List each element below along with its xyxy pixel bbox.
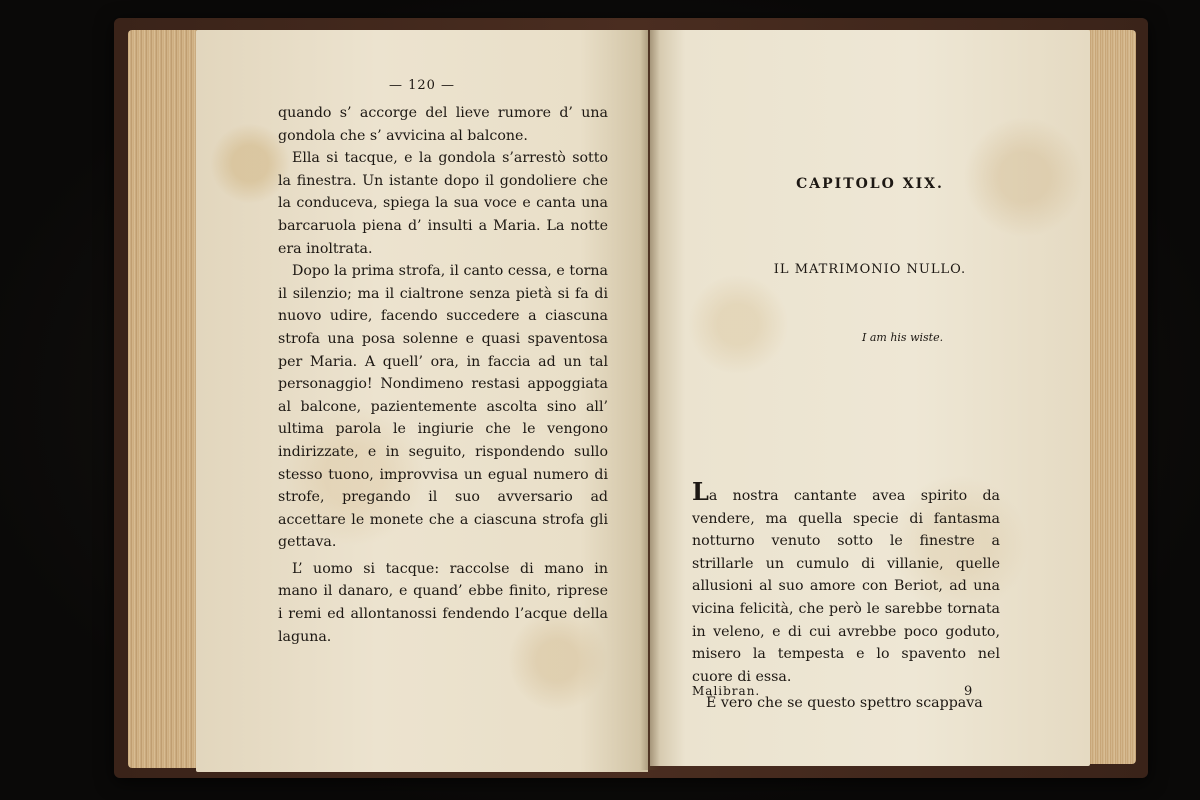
- right-page: [650, 30, 1090, 766]
- dropcap-letter: L: [692, 477, 709, 506]
- right-paragraph-1: [692, 477, 1000, 688]
- right-paragraph-1-text: a nostra cantante avea spirito da vendere, ma quella specie di fantasma notturno venuto sotto le finestre a strillarle un cumulo di villanie, quelle allusioni al suo amore con Beriot, ad una vicina felicità, che però le sarebbe tornata in veleno, e di cui avrebbe poco goduto, misero la tempesta e lo spavento nel cuore di essa.: [692, 488, 1000, 685]
- epigraph: I am his wiste.: [862, 331, 944, 344]
- right-paragraph-2: È vero che se questo spettro scappava: [706, 695, 983, 712]
- left-page: [196, 30, 648, 772]
- chapter-subtitle: IL MATRIMONIO NULLO.: [773, 262, 967, 277]
- page-edges-right: [1086, 30, 1136, 764]
- left-page-body: [278, 102, 608, 648]
- signature-mark: Malibran.: [692, 684, 761, 698]
- page-edges-left: [128, 30, 200, 768]
- left-paragraph-4: L’ uomo si tacque: raccolse di mano in mano il danaro, e quand’ ebbe finito, riprese i remi ed allontanossi fendendo l’acque della laguna.: [278, 560, 608, 645]
- book-gutter: [640, 30, 660, 770]
- sheet-number: 9: [964, 684, 973, 699]
- right-page-body: [692, 477, 1000, 715]
- left-paragraph-1: quando s’ accorge del lieve rumore d’ una gondola che s’ avvicina al balcone.: [278, 105, 608, 144]
- left-paragraph-2: Ella si tacque, e la gondola s’arrestò sotto la finestra. Un istante dopo il gondoliere che la conduceva, spiega la sua voce e canta una barcaruola piena d’ insulti a Maria. La notte era inoltrata.: [278, 150, 608, 257]
- page-number: — 120 —: [388, 78, 456, 93]
- chapter-title: CAPITOLO XIX.: [796, 176, 944, 192]
- left-paragraph-3: Dopo la prima strofa, il canto cessa, e torna il silenzio; ma il cialtrone senza pietà si fa di nuovo udire, facendo succedere a ciascuna strofa una posa solenne e quasi spaventosa per Maria. A quell’ ora, in faccia ad un tal personaggio! Nondimeno restasi appoggiata al balcone, pazientemente ascolta sino all’ ultima parola le ingiurie che le vengono indirizzate, e in seguito, rispondendo sullo stesso tuono, improvvisa un egual numero di strofe, pregando il suo avversario ad accettare le monete che a ciascuna strofa gli gettava.: [278, 263, 608, 551]
